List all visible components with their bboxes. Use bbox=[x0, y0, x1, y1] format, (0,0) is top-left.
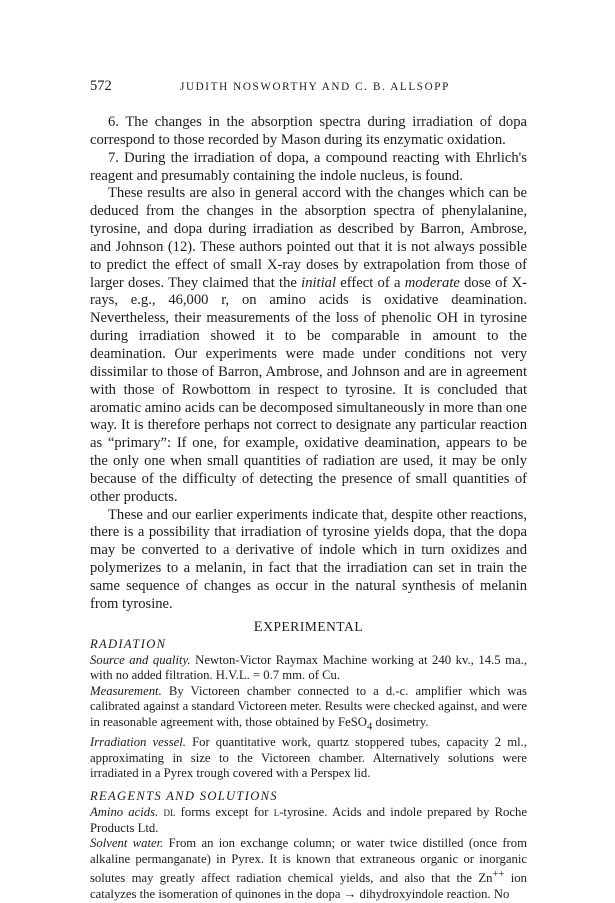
item-lead: Measurement. bbox=[90, 683, 162, 698]
item-text: From an ion exchange column; or water twice distilled (once from alkaline permanganate) in Pyrex. It is known that extraneous organic or inorganic solutes may greatly affect radiation chemical yields, and also that the Zn bbox=[90, 836, 527, 886]
item-text: dosimetry. bbox=[372, 715, 429, 729]
text-segment: effect of a bbox=[336, 274, 405, 291]
subscript: 4 bbox=[366, 721, 373, 733]
item-lead: Amino acids. bbox=[90, 804, 159, 819]
item-text: Newton-Victor Raymax Machine working at 240 kv., 14.5 ma., with no added filtration. H.V.L. = 0.7 mm. of Cu. bbox=[90, 652, 527, 683]
italic-moderate: moderate bbox=[404, 274, 460, 291]
item-amino-acids bbox=[90, 805, 527, 836]
heading-rest: XPERIMENTAL bbox=[263, 618, 364, 634]
item-lead: Solvent water. bbox=[90, 836, 164, 851]
text-segment: These results are also in general accord with the changes which can be deduced from the changes in the absorption spectra of phenylalanine, tyrosine, and dopa during irradiation as described by Barron, Ambrose, and Johnson (12). These authors pointed out that it is not always possible to predict the effect of small X-ray doses by extrapolation from those of larger doses. They claimed that the bbox=[90, 185, 527, 291]
item-text: By Victoreen chamber connected to a d.-c. amplifier which was calibrated against a standard Victoreen meter. Results were checked against, and were in reasonable agreement with, those obtained by FeSO bbox=[90, 683, 527, 729]
running-header bbox=[90, 78, 527, 98]
item-irradiation-vessel bbox=[90, 735, 527, 782]
running-head: JUDITH NOSWORTHY AND C. B. ALLSOPP bbox=[180, 81, 450, 93]
text-segment: dose of X-rays, e.g., 46,000 r, on amino acids is oxidative deamination. Nevertheless, their measurements of the loss of phenolic OH in tyrosine during irradiation showed it to be comparable in amount to the deamination. Our experiments were made under conditions not very dissimilar to those of Barron, Ambrose, and Johnson and are in agreement with those of Rowbottom in respect to tyrosine. It is concluded that aromatic amino acids can be decomposed simultaneously in more than one way. It is therefore perhaps not correct to designate any particular reaction as “primary”: If one, for example, oxidative deamination, appears to be the only one when small quantities of radiation are used, it may be only because of the difficulty of detecting the presence of small quantities of other products. bbox=[90, 274, 528, 505]
paragraph-7: 7. During the irradiation of dopa, a compound reacting with Ehrlich's reagent and presumably containing the indole nucleus, is found. bbox=[90, 149, 527, 184]
small-caps-l: l bbox=[273, 804, 280, 819]
item-source-quality bbox=[90, 653, 527, 684]
page-number: 572 bbox=[90, 78, 112, 94]
subheading-radiation: RADIATION bbox=[90, 636, 167, 651]
paragraph-6: 6. The changes in the absorption spectra during irradiation of dopa correspond to those recorded by Mason during its enzymatic oxidation. bbox=[90, 114, 527, 148]
item-text: For quantitative work, quartz stoppered tubes, capacity 2 ml., approximating in size to the Victoreen chamber. Alternatively solutions were irradiated in a Pyrex trough covered with a Perspex lid. bbox=[90, 735, 527, 781]
item-lead: Source and quality. bbox=[90, 652, 191, 667]
italic-initial: initial bbox=[301, 274, 337, 291]
item-measurement bbox=[90, 684, 527, 735]
item-text: -tyrosine. Acids and indole prepared by Roche Products Ltd. bbox=[90, 804, 527, 835]
small-caps-dl: dl bbox=[163, 804, 176, 819]
page bbox=[90, 78, 527, 903]
superscript: ++ bbox=[492, 869, 505, 881]
item-text: forms except for bbox=[175, 804, 274, 819]
section-heading-experimental bbox=[90, 618, 527, 636]
item-text: ion catalyzes the isomeration of quinones in the dopa → dihydroxyindole reaction. No bbox=[90, 871, 527, 902]
paragraph-conclusion: These and our earlier experiments indicate that, despite other reactions, there is a possibility that irradiation of tyrosine yields dopa, that the dopa may be converted to a derivative of indole which in turn oxidizes and polymerizes to a melanin, in fact that the irradiation can set in train the same sequence of changes as occur in the natural synthesis of melanin from tyrosine. bbox=[90, 506, 527, 612]
heading-initial: E bbox=[253, 618, 264, 635]
subheading-reagents: REAGENTS AND SOLUTIONS bbox=[90, 788, 278, 803]
paragraph-discussion bbox=[90, 185, 527, 506]
item-lead: Irradiation vessel. bbox=[90, 735, 186, 750]
